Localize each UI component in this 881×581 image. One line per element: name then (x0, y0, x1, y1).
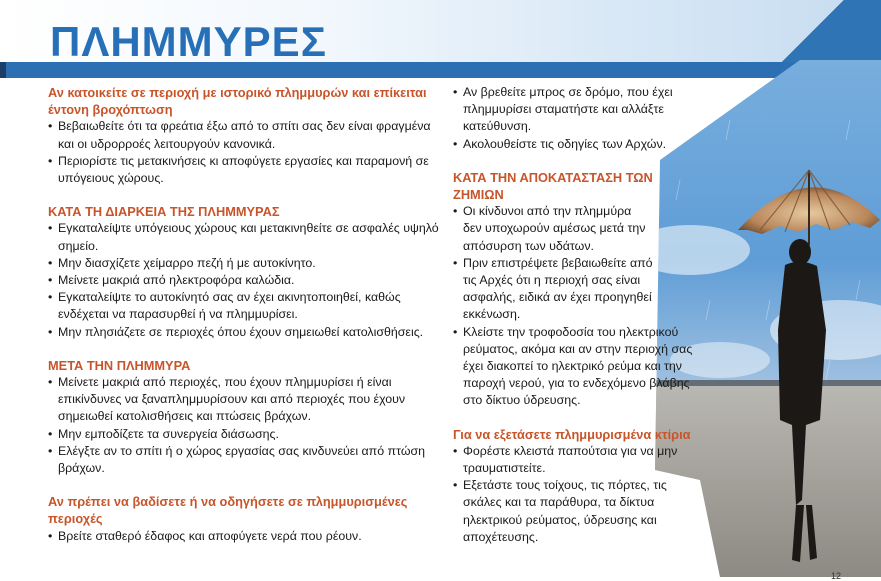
list-item: • Αν βρεθείτε μπρος σε δρόμο, που έχει πλημμυρίσει σταματήστε και αλλάξτε κατεύθυνση. (453, 85, 673, 134)
bullet-icon: • (48, 221, 53, 236)
list-item: • Μην εμποδίζετε τα συνεργεία διάσωσης. (48, 426, 440, 443)
left-column (48, 84, 440, 545)
list-item: • Πριν επιστρέψετε βεβαιωθείτε από τις Αρχές ότι η περιοχή σας είναι ασφαλής, ειδικά αν έχει προηγηθεί εκκένωση. (453, 255, 653, 322)
bullet-icon: • (48, 273, 53, 288)
bullet-icon: • (453, 136, 458, 151)
bullet-icon: • (48, 255, 53, 270)
list-item: • Ακολουθείστε τις οδηγίες των Αρχών. (453, 136, 705, 153)
list-item: • Μην πλησιάζετε σε περιοχές όπου έχουν σημειωθεί κατολισθήσεις. (48, 324, 440, 341)
header-bar-accent (0, 62, 6, 78)
section-during-flood (48, 203, 440, 341)
section-continued (453, 84, 705, 153)
list-item: • Μην διασχίζετε χείμαρρο πεζή ή με αυτοκίνητο. (48, 255, 440, 272)
bullet-icon: • (453, 255, 458, 270)
section-heading: Για να εξετάσετε πλημμυρισμένα κτίρια (453, 426, 691, 442)
bullet-icon: • (48, 443, 53, 458)
bullet-icon: • (48, 426, 53, 441)
list-item: • Κλείστε την τροφοδοσία του ηλεκτρικού ρεύματος, ακόμα και αν στην περιοχή σας έχει διακοπεί το ηλεκτρικό ρεύμα και την παροχή νερού, για το ενδεχόμενο βλάβης στο δίκτυο ύδρευσης. (453, 324, 693, 408)
bullet-icon: • (48, 324, 53, 339)
list-item: • Μείνετε μακριά από περιοχές, που έχουν πλημμυρίσει ή είναι επικίνδυνες να ξαναπλημμυρίσουν και από περιοχές που έχουν σημειωθεί κατολισθήσεις και πτώσεις βράχων. (48, 375, 406, 424)
bullet-icon: • (453, 204, 458, 219)
list-item: • Περιορίστε τις μετακινήσεις κι αποφύγετε εργασίες και παραμονή σε υπόγειους χώρους. (48, 153, 429, 186)
list-item: • Εγκαταλείψτε υπόγειους χώρους και μετακινηθείτε σε ασφαλές υψηλό σημείο. (48, 221, 439, 253)
list-item: • Μείνετε μακριά από ηλεκτροφόρα καλώδια. (48, 272, 440, 289)
list-item: • Οι κίνδυνοι από την πλημμύρα δεν υποχωρούν αμέσως μετά την απόσυρση των υδάτων. (453, 204, 646, 253)
page-title: ΠΛΗΜΜΥΡΕΣ (50, 18, 327, 65)
bullet-icon: • (48, 119, 53, 134)
section-heading: Αν πρέπει να βαδίσετε ή να οδηγήσετε σε πλημμυρισμένες περιοχές (48, 494, 408, 527)
section-history (48, 84, 440, 187)
section-heading: ΜΕΤΑ ΤΗΝ ΠΛΗΜΜΥΡΑ (48, 357, 191, 373)
section-heading: Αν κατοικείτε σε περιοχή με ιστορικό πλημμυρών και επίκειται έντονη βροχόπτωση (48, 85, 427, 118)
middle-column (453, 84, 705, 546)
bullet-icon: • (453, 324, 458, 339)
section-heading: ΚΑΤΑ ΤΗΝ ΑΠΟΚΑΤΑΣΤΑΣΗ ΤΩΝ ΖΗΜΙΩΝ (453, 169, 653, 203)
list-item: • Βρείτε σταθερό έδαφος και αποφύγετε νερά που ρέουν. (48, 528, 440, 545)
section-after-flood (48, 357, 440, 477)
section-restoration (453, 169, 693, 410)
list-item: • Βεβαιωθείτε ότι τα φρεάτια έξω από το σπίτι σας δεν είναι φραγμένα και οι υδρορροές λειτουργούν κανονικά. (48, 119, 431, 151)
bullet-icon: • (453, 85, 458, 99)
bullet-icon: • (48, 290, 53, 305)
section-heading: ΚΑΤΑ ΤΗ ΔΙΑΡΚΕΙΑ ΤΗΣ ΠΛΗΜΜΥΡΑΣ (48, 204, 280, 220)
bullet-icon: • (48, 528, 53, 543)
list-item: • Εγκαταλείψτε το αυτοκίνητό σας αν έχει ακινητοποιηθεί, καθώς ενδέχεται να παρασυρθεί ή να πλημμυρίσει. (48, 290, 401, 322)
list-item: • Φορέστε κλειστά παπούτσια για να μην τραυματιστείτε. (453, 443, 678, 476)
section-walk-drive (48, 493, 440, 545)
section-buildings (453, 426, 705, 546)
list-item: • Εξετάστε τους τοίχους, τις πόρτες, τις σκάλες και τα παράθυρα, τα δίκτυα ηλεκτρικού ρεύματος, ύδρευσης και αποχέτευσης. (453, 478, 667, 544)
bullet-icon: • (453, 478, 458, 493)
list-item: • Ελέγξτε αν το σπίτι ή ο χώρος εργασίας σας κινδυνεύει από πτώση βράχων. (48, 443, 426, 476)
bullet-icon: • (453, 443, 458, 458)
bullet-icon: • (48, 375, 53, 390)
bullet-icon: • (48, 153, 53, 168)
page-number: 12 (830, 571, 841, 581)
